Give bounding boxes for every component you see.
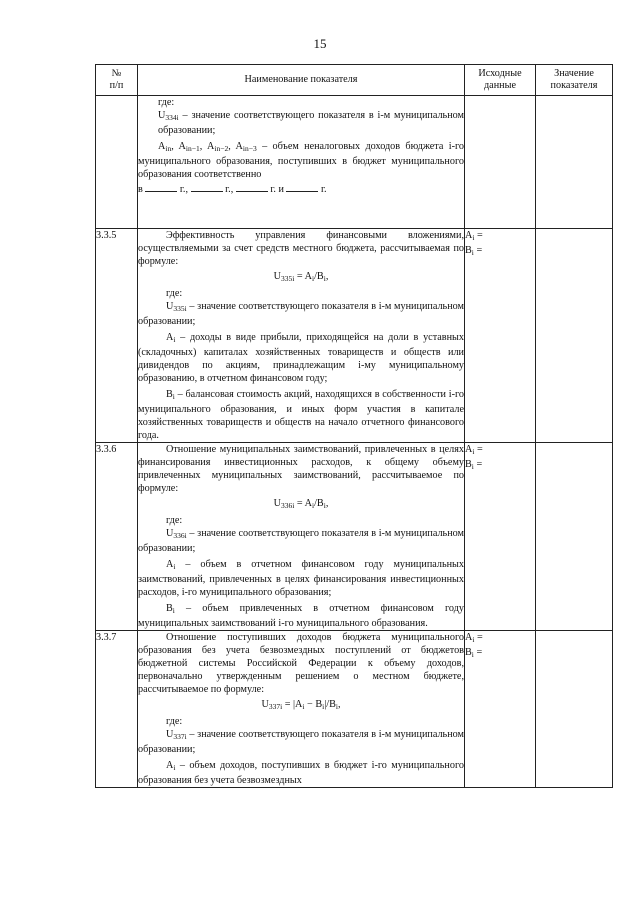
table-row-3-3-5: [96, 229, 613, 443]
header-value: Значение показателя: [536, 65, 613, 96]
formula: $U_{335i} = A_i/B_i$,: [273, 271, 329, 283]
value-cell: [536, 443, 613, 631]
row-number: 3.3.5: [96, 229, 138, 443]
header-name: Наименование показателя: [138, 65, 465, 96]
table-row-3-3-7: [96, 631, 613, 788]
source-data: $A_i$ = $B_i$ =: [465, 631, 536, 788]
value-cell: [536, 229, 613, 443]
u334-description: – значение соответствующего показателя в i-м муниципальном образовании;: [158, 110, 464, 136]
row-title: Отношение муниципальных заимствований, привлеченных в целях финансирования инвестиционных расходов, к общему объему привлеченных муниципальных заимствований, рассчитываемое по формуле:: [138, 444, 464, 494]
formula: $U_{337i} = |A_i - B_i|/B_i$,: [261, 699, 341, 711]
header-num: № п/п: [96, 65, 138, 96]
table-row-continuation: [96, 96, 613, 229]
row-title: Отношение поступивших доходов бюджета муниципального образования без учета безвозмездных поступлений от бюджетов бюджетной системы Российской Федерации к объему доходов, первоначально утвержденным решением о местном бюджете, рассчитываемое по формуле:: [138, 632, 464, 695]
source-data: $A_i$ = $B_i$ =: [465, 229, 536, 443]
page-number: 15: [313, 36, 327, 51]
indicators-table: [95, 64, 613, 788]
header-source: Исходные данные: [465, 65, 536, 96]
row-description: Отношение муниципальных заимствований, привлеченных в целях финансирования инвестиционных расходов, к общему объему привлеченных муниципальных заимствований, рассчитываемое по формуле: $U_{336i} = A_i/B_i$, где: $U_{336i}$ – значение соответствующего показателя в i-м муниципальном образовании; $A_i$ – объем в отчетном финансовом году муниципальных заимствований, привлеченных в целях финансирования инвестиционных расходов, i-го муниципального образования; $B_i$ – объем привлеченных в отчетном финансовом году муниципальных заимствований i-го муниципального образования.: [138, 444, 464, 629]
row-description: Эффективность управления финансовыми вложениями, осуществляемыми за счет средств местного бюджета, рассчитываемая по формуле: $U_{335i} = A_i/B_i$, где: $U_{335i}$ – значение соответствующего показателя в i-м муниципальном образовании; $A_i$ – доходы в виде прибыли, приходящейся на доли в уставных (складочных) капиталах хозяйственных товариществ и обществ или дивидендов по акциям, принадлежащим i-му муниципальному образованию, в отчетном финансовом году; $B_i$ – балансовая стоимость акций, находящихся в собственности i-го муниципального образования, и иных форм участия в капитале хозяйственных товариществ и обществ на начало отчетного финансового года.: [138, 230, 464, 441]
row-number: 3.3.6: [96, 443, 138, 631]
table-header-row: [96, 65, 613, 96]
row-number: 3.3.7: [96, 631, 138, 788]
source-data: $A_i$ = $B_i$ =: [465, 443, 536, 631]
formula: $U_{336i} = A_i/B_i$,: [273, 498, 329, 510]
table-row-3-3-6: [96, 443, 613, 631]
value-cell: [536, 631, 613, 788]
years-line: в г., г., г. и г.: [138, 184, 327, 195]
where-label: где:: [158, 97, 175, 108]
row-title: Эффективность управления финансовыми вложениями, осуществляемыми за счет средств местного бюджета, рассчитываемая по формуле:: [138, 230, 464, 267]
row-description: Отношение поступивших доходов бюджета муниципального образования без учета безвозмездных поступлений от бюджетов бюджетной системы Российской Федерации к объему доходов, первоначально утвержденным решением о местном бюджете, рассчитываемое по формуле: $U_{337i} = |A_i - B_i|/B_i$, где: $U_{337i}$ – значение соответствующего показателя в i-м муниципальном образовании; $A_i$ – объем доходов, поступивших в бюджет i-го муниципального образования без учета безвозмездных: [138, 632, 464, 786]
a-in-description: – объем неналоговых доходов бюджета i-го муниципального образования, поступивших в бюджет муниципального образования соответственно: [138, 141, 464, 180]
continuation-description: где: $U_{334i}$ – значение соответствующего показателя в i-м муниципальном образовании; $A_{in}$, $A_{in-1}$, $A_{in-2}$, $A_{in-3}$ – объем неналоговых доходов бюджета i-го муниципального образования, поступивших в бюджет муниципального образования соответственно в г., г., г. и г.: [138, 96, 465, 229]
